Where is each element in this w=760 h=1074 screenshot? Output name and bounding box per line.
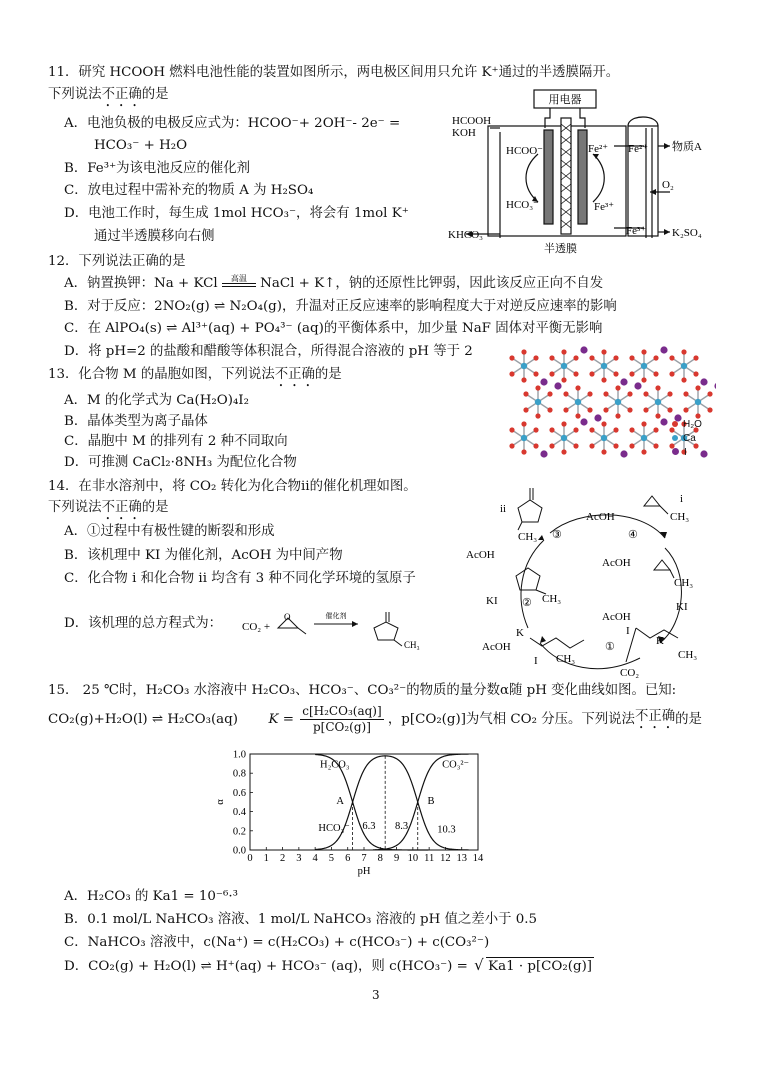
legend-h2o: H₂O: [672, 418, 702, 432]
crystal-h2o-atom: [589, 427, 594, 432]
q15-option-c: C．NaHCO₃ 溶液中，c(Na⁺) = c(H₂CO₃) + c(HCO₃⁻) + c(CO₃²⁻): [64, 935, 490, 950]
x-tick-label: 13: [456, 853, 467, 864]
legend-ca: Ca: [672, 432, 702, 446]
crystal-h2o-atom: [603, 407, 608, 412]
crystal-h2o-atom: [601, 377, 606, 382]
page-number: 3: [372, 988, 380, 1002]
crystal-h2o-atom: [707, 407, 712, 412]
crystal-h2o-atom: [681, 377, 686, 382]
x-tick-label: 1: [263, 853, 269, 864]
q15-stem-line1: 15． 25 ℃时，H₂CO₃ 水溶液中 H₂CO₃、HCO₃⁻、CO₃²⁻的物质的量分数α随 pH 变化曲线如图。已知:: [48, 683, 677, 698]
crystal-i-atom: [620, 450, 627, 457]
inlet-label-koh: KOH: [452, 127, 476, 139]
crystal-ca-atom: [521, 435, 527, 441]
crystal-h2o-atom: [589, 355, 594, 360]
crystal-i-atom: [700, 378, 707, 385]
q14-option-d: D．该机理的总方程式为：: [64, 616, 223, 631]
x-tick-label: 3: [296, 853, 302, 864]
crystal-h2o-atom: [509, 371, 514, 376]
crystal-ca-atom: [681, 363, 687, 369]
crystal-ca-atom: [535, 399, 541, 405]
crystal-h2o-atom: [613, 371, 618, 376]
crystal-h2o-atom: [547, 407, 552, 412]
crystal-h2o-atom: [561, 377, 566, 382]
crystal-i-atom: [580, 346, 587, 353]
crystal-h2o-atom: [601, 449, 606, 454]
q14-option-b: B．该机理中 KI 为催化剂，AcOH 为中间产物: [64, 548, 343, 563]
crystal-h2o-atom: [549, 371, 554, 376]
q11-stem-line2: 下列说法不正确的是: [48, 87, 169, 102]
x-axis-label: pH: [357, 866, 371, 877]
compound-ii-label: ii: [500, 503, 507, 515]
q11-option-a-cont: HCO₃⁻ + H₂O: [94, 138, 188, 153]
q13-option-b: B．晶体类型为离子晶体: [64, 414, 208, 429]
k-label-left: K: [516, 627, 524, 639]
crystal-h2o-atom: [561, 449, 566, 454]
crystal-h2o-atom: [613, 427, 618, 432]
series-label: CO₃²⁻: [442, 759, 470, 771]
crystal-h2o-atom: [535, 413, 540, 418]
crystal-h2o-atom: [681, 349, 686, 354]
crystal-h2o-atom: [573, 371, 578, 376]
x-tick-label: 2: [279, 853, 286, 864]
q14-option-a: A．①过程中有极性键的断裂和形成: [64, 524, 275, 539]
q14-stem-line2: 下列说法不正确的是: [48, 500, 169, 515]
label-fe2-left: Fe²⁺: [588, 143, 609, 155]
step-1: ①: [605, 641, 615, 653]
crystal-h2o-atom: [509, 427, 514, 432]
q11-option-d: D．电池工作时，每生成 1mol HCO₃⁻，将会有 1mol K⁺: [64, 206, 409, 221]
crystal-h2o-atom: [561, 349, 566, 354]
crystal-h2o-atom: [589, 443, 594, 448]
crystal-ca-atom: [641, 363, 647, 369]
crystal-h2o-atom: [707, 391, 712, 396]
crystal-i-atom: [540, 378, 547, 385]
crystal-h2o-atom: [669, 355, 674, 360]
crystal-h2o-atom: [643, 407, 648, 412]
crystal-i-atom: [660, 346, 667, 353]
chart-annotation: 10.3: [437, 824, 456, 836]
crystal-h2o-atom: [549, 355, 554, 360]
crystal-h2o-atom: [573, 443, 578, 448]
overall-equation: [236, 598, 436, 650]
q11-stem-line1: 11．研究 HCOOH 燃料电池性能的装置如图所示，两电极区间用只允许 K⁺通过的半透膜隔开。: [48, 65, 620, 80]
crystal-h2o-atom: [601, 349, 606, 354]
label-fe3-right: Fe³⁺: [626, 225, 647, 237]
q14-stem-line1: 14．在非水溶剂中，将 CO₂ 转化为化合物ⅱ的催化机理如图。: [48, 479, 417, 494]
y-axis-label: α: [215, 799, 226, 805]
crystal-ca-atom: [521, 363, 527, 369]
crystal-i-atom: [594, 414, 601, 421]
y-tick-label: 0.4: [232, 807, 246, 819]
crystal-h2o-atom: [523, 407, 528, 412]
q11-option-d-cont: 通过半透膜移向右侧: [94, 229, 215, 244]
y-tick-label: 0.6: [232, 787, 246, 799]
label-membrane: 半透膜: [544, 243, 577, 255]
crystal-h2o-atom: [693, 371, 698, 376]
label-khco3: KHCO₃: [448, 229, 484, 241]
crystal-h2o-atom: [509, 355, 514, 360]
q13-stem: 13．化合物 M 的晶胞如图，下列说法不正确的是: [48, 367, 342, 382]
q15-option-a: A．H₂CO₃ 的 Ka1 = 10⁻⁶·³: [64, 889, 238, 904]
q13-option-c: C．晶胞中 M 的排列有 2 种不同取向: [64, 434, 288, 449]
inlet-label-hcooh: HCOOH: [452, 115, 492, 127]
acoh-1: AcOH: [586, 511, 615, 523]
label-o2: O₂: [662, 179, 674, 191]
crystal-ca-atom: [561, 363, 567, 369]
iodine-right: I: [626, 625, 630, 637]
crystal-h2o-atom: [549, 443, 554, 448]
crystal-h2o-atom: [521, 449, 526, 454]
crystal-ca-atom: [695, 399, 701, 405]
crystal-i-atom: [660, 418, 667, 425]
crystal-h2o-atom: [575, 385, 580, 390]
crystal-h2o-atom: [629, 371, 634, 376]
q11-option-a: A．电池负极的电极反应式为：HCOO⁻+ 2OH⁻- 2e⁻ =: [64, 116, 401, 131]
co2-label: CO₂: [620, 667, 640, 679]
crystal-h2o-atom: [533, 355, 538, 360]
crystal-h2o-atom: [653, 427, 658, 432]
ch3-label-i: CH₃: [670, 511, 690, 523]
crystal-h2o-atom: [667, 391, 672, 396]
acoh-3: AcOH: [466, 549, 495, 561]
x-tick-label: 14: [472, 853, 484, 864]
crystal-h2o-atom: [601, 421, 606, 426]
crystal-h2o-atom: [573, 355, 578, 360]
crystal-h2o-atom: [653, 355, 658, 360]
crystal-h2o-atom: [627, 407, 632, 412]
x-tick-label: 8: [377, 853, 383, 864]
ch3-label-ii: CH₃: [518, 531, 538, 543]
crystal-h2o-atom: [521, 377, 526, 382]
crystal-h2o-atom: [641, 377, 646, 382]
q12-option-a: A．钠置换钾：Na + KCl 高温 NaCl + K↑，钠的还原性比钾弱，因此该反应正向不自发: [64, 275, 603, 293]
q12-option-d: D．将 pH=2 的盐酸和醋酸等体积混合，所得混合溶液的 pH 等于 2: [64, 344, 473, 359]
fuel-cell-diagram: [448, 88, 710, 256]
crystal-ca-atom: [575, 399, 581, 405]
series-label: HCO₃⁻: [318, 822, 350, 834]
crystal-h2o-atom: [653, 371, 658, 376]
step-4: ④: [628, 529, 638, 541]
q12-option-c: C．在 AlPO₄(s) ⇌ Al³⁺(aq) + PO₄³⁻ (aq)的平衡体系中，加少量 NaF 固体对平衡无影响: [64, 321, 603, 336]
acoh-2: AcOH: [602, 557, 631, 569]
crystal-h2o-atom: [523, 391, 528, 396]
step-2: ②: [522, 597, 532, 609]
x-tick-label: 0: [247, 853, 253, 864]
crystal-h2o-atom: [629, 443, 634, 448]
crystal-ca-atom: [615, 399, 621, 405]
acoh-5: AcOH: [482, 641, 511, 653]
crystal-h2o-atom: [535, 385, 540, 390]
reaction-condition: 高温: [230, 273, 247, 283]
x-tick-label: 6: [345, 853, 351, 864]
crystal-h2o-atom: [547, 391, 552, 396]
crystal-h2o-atom: [695, 385, 700, 390]
crystal-h2o-atom: [629, 355, 634, 360]
crystal-i-atom: [540, 450, 547, 457]
label-k2so4: K₂SO₄: [672, 227, 702, 239]
crystal-h2o-atom: [563, 407, 568, 412]
crystal-ca-atom: [601, 435, 607, 441]
ch3-bottom: CH₃: [556, 653, 576, 665]
crystal-h2o-atom: [667, 407, 672, 412]
crystal-ca-atom: [641, 435, 647, 441]
crystal-h2o-atom: [589, 371, 594, 376]
q15-option-d: D．CO₂(g) + H₂O(l) ⇌ H⁺(aq) + HCO₃⁻ (aq)，则 c(HCO₃⁻) = √ Ka1 · p[CO₂(g)]: [64, 956, 593, 974]
k-fraction-denominator: p[CO₂(g)]: [312, 720, 371, 734]
label-hco3: HCO₃⁻: [506, 199, 539, 211]
q14-option-c: C．化合物 i 和化合物 ii 均含有 3 种不同化学环境的氢原子: [64, 571, 416, 586]
crystal-h2o-atom: [641, 421, 646, 426]
crystal-h2o-atom: [683, 391, 688, 396]
crystal-i-atom: [620, 378, 627, 385]
catalyst-label: 催化剂: [325, 613, 347, 620]
crystal-h2o-atom: [655, 413, 660, 418]
crystal-h2o-atom: [653, 443, 658, 448]
crystal-h2o-atom: [575, 413, 580, 418]
crystal-h2o-atom: [613, 443, 618, 448]
equation-co2: CO₂ +: [242, 621, 271, 633]
iodine-left: I: [534, 655, 538, 667]
x-tick-label: 7: [361, 853, 367, 864]
device-label: 用电器: [548, 94, 582, 106]
k-label-right: K: [656, 635, 664, 647]
q12-stem: 12．下列说法正确的是: [48, 254, 186, 269]
crystal-h2o-atom: [629, 427, 634, 432]
crystal-h2o-atom: [561, 421, 566, 426]
crystal-h2o-atom: [587, 407, 592, 412]
chart-annotation: 8.3: [394, 820, 409, 832]
crystal-h2o-atom: [627, 391, 632, 396]
chart-annotation: 6.3: [362, 820, 376, 832]
step-3: ③: [552, 529, 562, 541]
legend-i: I: [672, 446, 702, 460]
crystal-i-atom: [580, 418, 587, 425]
acoh-4: AcOH: [602, 611, 631, 623]
y-tick-label: 0.2: [232, 826, 246, 838]
crystal-h2o-atom: [509, 443, 514, 448]
crystal-h2o-atom: [615, 385, 620, 390]
series-label: H₂CO₃: [320, 759, 350, 771]
crystal-h2o-atom: [615, 413, 620, 418]
ki-left: KI: [486, 595, 498, 607]
y-tick-label: 0.0: [232, 845, 246, 857]
compound-i-label: i: [680, 493, 684, 505]
k-fraction-numerator: c[H₂CO₃(aq)]: [302, 704, 382, 718]
crystal-h2o-atom: [613, 355, 618, 360]
crystal-ca-atom: [601, 363, 607, 369]
chart-annotation: B: [427, 795, 435, 807]
crystal-h2o-atom: [533, 371, 538, 376]
label-substance-a: 物质A: [672, 141, 702, 153]
ch3-left: CH₃: [542, 593, 562, 605]
crystal-h2o-atom: [533, 427, 538, 432]
x-tick-label: 10: [407, 853, 419, 864]
ch3-right: CH₃: [674, 577, 694, 589]
q15-stem-line2: CO₂(g)+H₂O(l) ⇌ H₂CO₃(aq) K = $\frac{\text{c[H₂CO₃(aq)]}}{\text{p[CO₂(g)]}}$ ，p[CO₂(g)]为气相 CO₂ 分压。下列说法不正确的是: [48, 704, 702, 734]
crystal-h2o-atom: [641, 449, 646, 454]
crystal-h2o-atom: [603, 391, 608, 396]
q11-option-b: B．Fe³⁺为该电池反应的催化剂: [64, 161, 251, 176]
crystal-ca-atom: [655, 399, 661, 405]
q13-option-a: A．M 的化学式为 Ca(H₂O)₄I₂: [64, 393, 249, 408]
x-tick-label: 5: [328, 853, 335, 864]
chart-annotation: A: [336, 795, 344, 807]
equation-ch3: CH₃: [404, 640, 420, 650]
label-hcoo: HCOO⁻: [506, 145, 543, 157]
crystal-ca-atom: [561, 435, 567, 441]
q11-option-c: C．放电过程中需补充的物质 A 为 H₂SO₄: [64, 183, 314, 198]
emphasis-not-correct: 不正确: [101, 87, 142, 102]
q13-option-d: D．可推测 CaCl₂·8NH₃ 为配位化合物: [64, 455, 297, 470]
crystal-h2o-atom: [521, 349, 526, 354]
crystal-h2o-atom: [655, 385, 660, 390]
x-tick-label: 12: [440, 853, 451, 864]
y-tick-label: 0.8: [232, 768, 246, 780]
svg-text:O: O: [284, 612, 291, 622]
x-tick-label: 11: [424, 853, 435, 864]
alpha-ph-chart: [206, 746, 496, 882]
crystal-h2o-atom: [573, 427, 578, 432]
crystal-h2o-atom: [521, 421, 526, 426]
crystal-h2o-atom: [643, 391, 648, 396]
ch3-bottom-right: CH₃: [678, 649, 698, 661]
label-fe3-left: Fe³⁺: [594, 201, 615, 213]
sqrt-expression: √ Ka1 · p[CO₂(g)]: [474, 956, 593, 974]
crystal-i-atom: [634, 382, 641, 389]
q15-option-b: B．0.1 mol/L NaHCO₃ 溶液、1 mol/L NaHCO₃ 溶液的 pH 值之差小于 0.5: [64, 912, 538, 927]
crystal-h2o-atom: [683, 407, 688, 412]
crystal-h2o-atom: [693, 355, 698, 360]
crystal-i-atom: [714, 382, 716, 389]
crystal-h2o-atom: [533, 443, 538, 448]
crystal-h2o-atom: [563, 391, 568, 396]
crystal-i-atom: [554, 382, 561, 389]
crystal-h2o-atom: [669, 371, 674, 376]
x-tick-label: 4: [312, 853, 318, 864]
crystal-h2o-atom: [549, 427, 554, 432]
crystal-h2o-atom: [587, 391, 592, 396]
x-tick-label: 9: [393, 853, 400, 864]
crystal-h2o-atom: [641, 349, 646, 354]
catalytic-mechanism-diagram: [460, 478, 710, 684]
crystal-legend: [672, 418, 702, 460]
q12-option-b: B．对于反应：2NO₂(g) ⇌ N₂O₄(g)，升温对正反应速率的影响程度大于对逆反应速率的影响: [64, 299, 617, 314]
ki-right: KI: [676, 601, 688, 613]
y-tick-label: 1.0: [232, 749, 246, 761]
label-fe2-right: Fe²⁺: [628, 143, 649, 155]
